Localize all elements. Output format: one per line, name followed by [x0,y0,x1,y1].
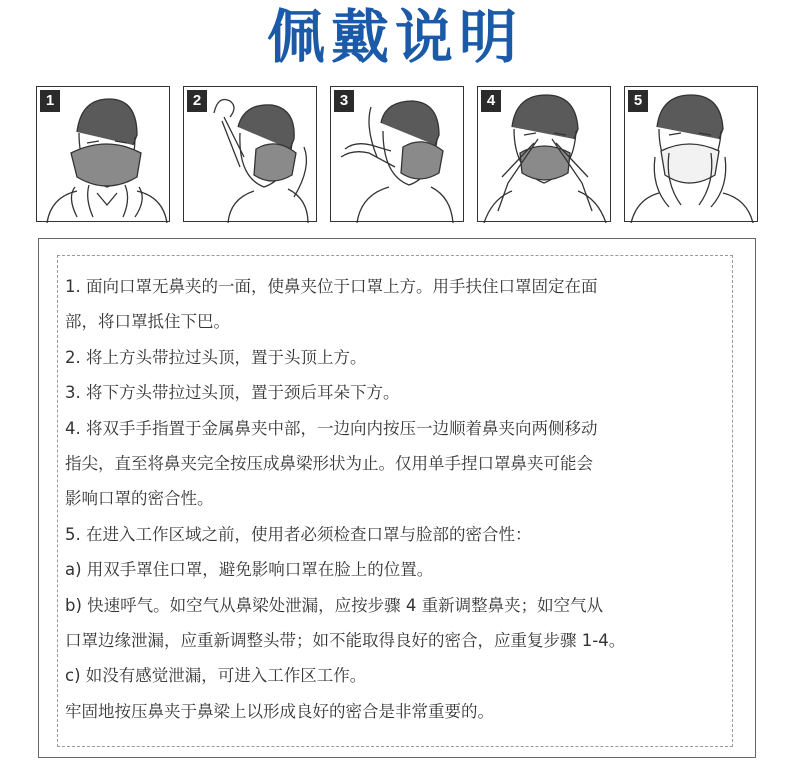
instruction-line: 4. 将双手手指置于金属鼻夹中部，一边向内按压一边顺着鼻夹向两侧移动 [65,418,598,438]
step-card-5 [624,86,758,222]
page-title: 佩戴说明 [266,3,523,71]
instruction-line: 口罩边缘泄漏，应重新调整头带；如不能取得良好的密合，应重复步骤 1-4。 [65,630,626,650]
step-number-1: 1 [40,90,60,112]
instructions-text [65,269,745,729]
instructions-panel [38,238,756,758]
instruction-line: 部，将口罩抵住下巴。 [65,312,230,332]
instruction-line: 1. 面向口罩无鼻夹的一面，使鼻夹位于口罩上方。用手扶住口罩固定在面 [65,277,598,296]
instruction-line: 牢固地按压鼻夹于鼻梁上以形成良好的密合是非常重要的。 [65,701,494,721]
instruction-line: 2. 将上方头带拉过头顶，置于头顶上方。 [65,347,367,367]
instruction-line: 5. 在进入工作区域之前，使用者必须检查口罩与脸部的密合性： [65,524,532,544]
instruction-line: 3. 将下方头带拉过头顶，置于颈后耳朵下方。 [65,383,400,403]
step-card-4 [477,86,611,222]
step-card-2 [183,86,317,222]
step-card-3 [330,86,464,222]
instruction-line: a) 用双手罩住口罩，避免影响口罩在脸上的位置。 [65,560,434,580]
steps-illustration-row [36,86,756,224]
instruction-line: b) 快速呼气。如空气从鼻梁处泄漏，应按步骤 4 重新调整鼻夹；如空气从 [65,595,604,615]
step-number-4: 4 [481,90,501,112]
instruction-line: c) 如没有感觉泄漏，可进入工作区工作。 [65,666,367,686]
instruction-line: 影响口罩的密合性。 [65,489,214,509]
step-number-5: 5 [628,90,648,112]
step-number-3: 3 [334,90,354,112]
step-card-1 [36,86,170,222]
instruction-line: 指尖，直至将鼻夹完全按压成鼻梁形状为止。仅用单手捏口罩鼻夹可能会 [65,453,593,473]
step-number-2: 2 [187,90,207,112]
